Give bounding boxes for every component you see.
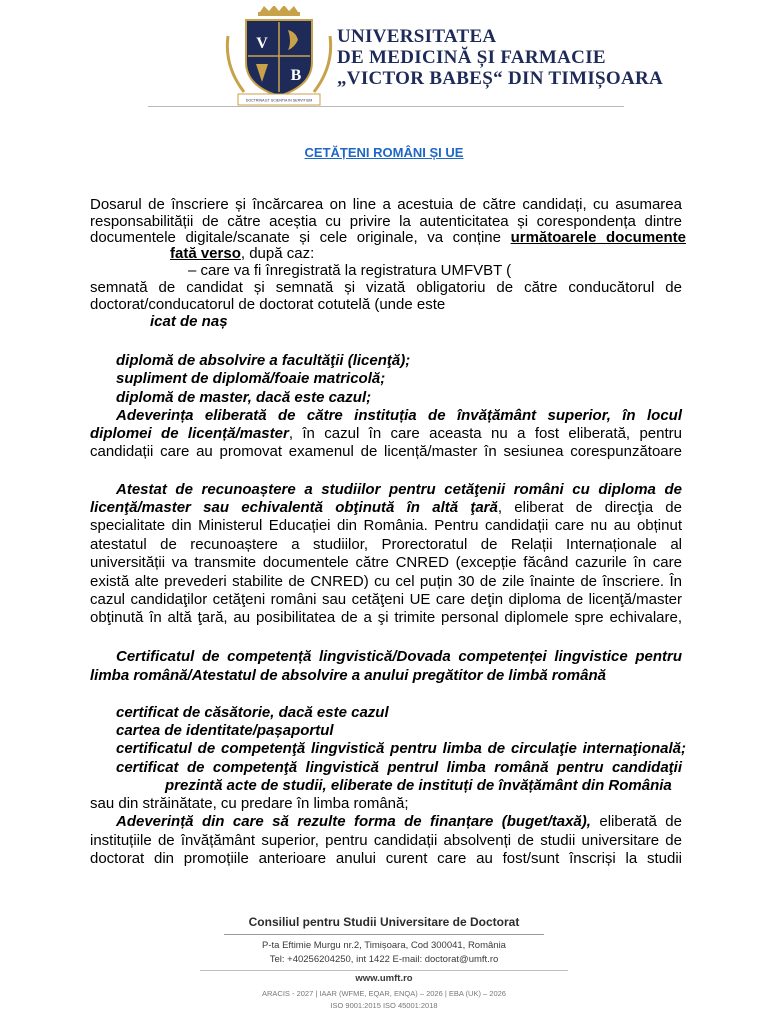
list-item: candidații care au promovat examenul de licență/master în sesiunea corespunzătoare [90,443,682,460]
body-text-emphasis: fată verso [170,245,241,262]
list-item: doctorat din promoțiile anterioare anului curent care au fost/sunt înscriși la studii [90,850,682,867]
page-footer [0,905,768,1024]
list-item: cartea de identitate/pașaportul [116,722,334,739]
body-text-emphasis: Adeverință din care să rezulte forma de finanțare (buget/taxă), [116,813,591,830]
footer-contact: Tel: +40256204250, int 1422 E-mail: doctorat@umft.ro [269,954,499,965]
body-text-emphasis: următoarele documente [510,229,687,246]
svg-text:B: B [290,67,302,84]
body-line [90,499,682,516]
footer-website: www.umft.ro [355,973,413,984]
header-divider [148,106,624,107]
list-item: diplomă de master, dacă este cazul; [116,389,372,406]
footer-divider [200,970,568,971]
body-line: Atestat de recunoaștere a studiilor pentru cetăţenii români cu diploma de [116,481,682,498]
svg-text:V: V [256,35,268,52]
body-line: Dosarul de înscriere și încărcarea on line a acestuia de către candidați, cu asumarea [90,196,682,213]
body-line: responsabilității de către aceștia cu privire la autenticitatea și corespondența dintre [90,213,682,230]
body-text: documentele digitale/scanate și cele originale, va conține [90,229,511,246]
footer-divider [224,934,544,935]
list-item: certificat de căsătorie, dacă este cazul [116,704,389,721]
body-line: există alte prevederi stabilite de CNRED) cu cel puțin 30 de zile înainte de înscriere. În [90,573,682,590]
body-line: obţinută în altă ţară, au posibilitatea de a şi trimite personal diplomele spre echivalare, [90,609,682,626]
list-item: prezintă acte de studii, eliberate de instituți de învățământ din România [165,777,672,794]
list-item: certificat de competenţă lingvistică pentrul limba română pentru candidaţii [116,759,682,776]
list-item: instituțiile de învățământ superior, pentru candidații absolvenți de studii universitare de [90,832,682,849]
letterhead [0,0,768,112]
body-line: Certificatul de competență lingvistică/Dovada competenței lingvistice pentru [116,648,682,665]
university-name-line-1: UNIVERSITATEA [337,26,497,47]
footer-iso: ISO 9001:2015 ISO 45001:2018 [330,1001,438,1010]
body-text: eliberată de [590,813,682,830]
footer-address: P-ta Eftimie Murgu nr.2, Timișoara, Cod 300041, România [262,940,506,951]
list-item: sau din străinătate, cu predare în limba română; [90,795,409,812]
logo-motto: DOCTRINA ET SCIENTIA IN SERVITIUM [245,98,313,103]
body-line: doctorat/conducatorul de doctorat cotutelă (unde este [90,296,446,313]
body-line: icat de naș [150,313,228,330]
university-name [337,26,663,89]
footer-accreditations: ARACIS - 2027 | IAAR (WFME, EQAR, ENQA) – 2026 | EBA (UK) – 2026 [262,989,506,998]
list-item: diplomă de absolvire a facultăţii (licenţă); [116,352,411,369]
body-line: semnată de candidat și semnată și vizată obligatoriu de către conducătorul de [90,279,682,296]
body-line: specialitate din Ministerul Educației din România. Pentru candidații care nu au obținut [90,517,682,534]
list-item: certificatul de competenţă lingvistică pentru limba de circulaţie internaţională; [116,740,686,757]
body-text: , în cazul în care aceasta nu a fost eliberată, pentru [288,425,682,442]
body-line: universității va transmite documentele către CNRED (excepție făcând cazurile în care [90,554,682,571]
body-text: , după caz: [240,245,315,262]
body-line: cazul candidaţilor cetăţeni români sau cetăţeni UE care deţin diploma de licenţă/master [90,591,682,608]
body-text-emphasis: licenţă/master sau echivalentă obţinută în altă ţară [90,499,498,516]
body-line: – care va fi înregistrată la registratura UMFVBT ( [188,262,512,279]
footer-title: Consiliul pentru Studii Universitare de Doctorat [248,915,520,929]
body-line: limba română/Atestatul de absolvire a anului pregătitor de limbă română [90,667,606,684]
document-title: CETĂȚENI ROMÂNI ȘI UE [304,145,464,160]
university-name-line-3: „VICTOR BABEȘ“ DIN TIMIȘOARA [337,68,664,89]
body-line: atestatul de recunoaștere a studiilor, Prorectoratul de Relații Internaționale al [90,536,682,553]
university-name-line-2: DE MEDICINĂ ȘI FARMACIE [337,47,606,68]
university-crest-logo [224,6,334,106]
body-text: , eliberat de direcţia de [497,499,682,516]
list-item [90,425,682,442]
body-line [90,245,314,262]
list-item: supliment de diplomă/foaie matricolă; [116,370,386,387]
list-item: Adeverința eliberată de către instituția de învățământ superior, în locul [116,407,682,424]
body-text-emphasis: diplomei de licență/master [90,425,289,442]
list-item [116,813,682,830]
body-line [90,229,686,246]
